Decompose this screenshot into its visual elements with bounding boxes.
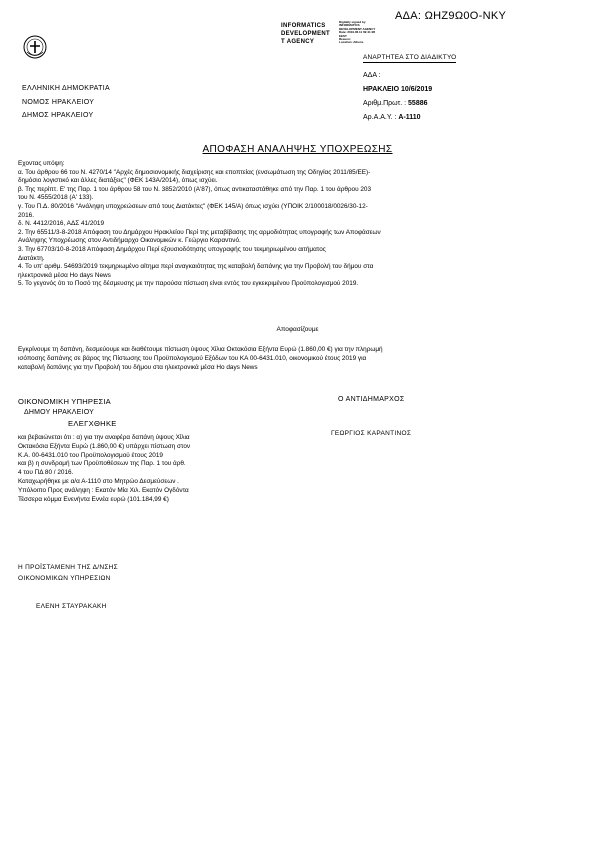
document-title-text: ΑΠΟΦΑΣΗ ΑΝΑΛΗΨΗΣ ΥΠΟΧΡΕΩΣΗΣ: [202, 144, 393, 155]
director-title-line: ΟΙΚΟΝΟΜΙΚΩΝ ΥΠΗΡΕΣΙΩΝ: [18, 575, 111, 582]
issuer-line: ΔΗΜΟΣ ΗΡΑΚΛΕΙΟΥ: [22, 112, 94, 119]
decision-line: καταβολή δαπάνης για την Προβολή του δήμου στα ηλεκτρονικά μέσα Ho days News: [18, 364, 258, 371]
certification-line: 4 του ΠΔ 80 / 2016.: [18, 469, 74, 477]
document-title: [0, 144, 595, 155]
signature-line: Date: 2019.06.11 09:41:28: [339, 30, 376, 35]
signature-logo: [281, 22, 330, 46]
aay-number: Α-1110: [398, 114, 421, 121]
economic-service-municipality: ΔΗΜΟΥ ΗΡΑΚΛΕΙΟΥ: [24, 409, 94, 416]
certification-line: και βεβαιώνεται ότι : α) για την αναφέρα δαπάνη ύψους Χίλια: [18, 434, 190, 441]
decision-line: Εγκρίνουμε τη δαπάνη, δεσμεύουμε και διαθέτουμε πίστωση ύψους Χίλια Οκτακόσια Εξήντα Ευρώ (1.860,00 €) για την πληρωμή: [18, 346, 383, 353]
issuer-line: ΝΟΜΟΣ ΗΡΑΚΛΕΙΟΥ: [22, 98, 95, 106]
body-line: δημόσιο λογιστικό και άλλες διατάξεις" (ΦΕΚ 143Α/2014), όπως ισχύει.: [18, 177, 218, 185]
signature-line: INFORMATICS: [339, 23, 360, 28]
posted-online-label: ΑΝΑΡΤΗΤΕΑ ΣΤΟ ΔΙΑΔΙΚΤΥΟ: [363, 54, 457, 61]
certification-line: Καταχωρήθηκε με α/α Α-1110 στο Μητρώο Δεσμεύσεων .: [18, 477, 179, 485]
economic-certification: [18, 434, 258, 504]
signature-line: EEST: [339, 33, 347, 38]
logo-line-1: INFORMATICS: [281, 23, 326, 29]
body-line: ηλεκτρονικά μέσα Ho days News: [18, 271, 111, 279]
director-title-line: Η ΠΡΟΪΣΤΑΜΕΝΗ ΤΗΣ Δ/ΝΣΗΣ: [18, 564, 118, 571]
certification-line: Υπόλοιπο Προς ανάληψη : Εκατόν Μία Χιλ. Εκατόν Ογδόντα: [18, 486, 189, 494]
issuer-header: [22, 82, 110, 123]
body-line: γ. Του Π.Δ. 80/2016 "Ανάληψη υποχρεώσεων από τους Διατάκτες" (ΦΕΚ 145/Α) όπως ισχύει (ΥΠΟΙΚ 2/100018/0026/30-12-: [18, 202, 368, 210]
ada-code: ΑΔΑ: ΩΗΖ9Ω0Ο-ΝΚΥ: [395, 10, 507, 22]
body-line: 5. Το γεγονός ότι το Ποσό της δέσμευσης με την παρούσα πίστωση είναι εντός του εγκεκριμένου Προϋπολογισμού 2019.: [18, 280, 359, 288]
protocol-number: 55886: [408, 100, 428, 107]
decision-block: [18, 345, 578, 372]
body-line: β. Της περίπτ. Ε' της Παρ. 1 του άρθρου 58 του Ν. 3852/2010 (Α'87), όπως αντικαταστάθηκε από την Παρ. 1 του άρθρου 203: [18, 185, 372, 193]
logo-line-3: T AGENCY: [281, 39, 315, 45]
body-line: 2. Την 65511/3-8-2018 Απόφαση του Δημάρχου Ηρακλείου Περί της μεταβίβασης της αρμοδιότητας υπογραφής των Αποφάσεων: [18, 228, 381, 236]
considerations-block: [18, 160, 558, 289]
ada-label: ΑΔΑ :: [363, 72, 381, 79]
deputy-mayor-title: Ο ΑΝΤΙΔΗΜΑΡΧΟΣ: [338, 396, 405, 403]
body-line: Διατάκτη.: [18, 254, 45, 262]
issuer-line: ΕΛΛΗΝΙΚΗ ΔΗΜΟΚΡΑΤΙΑ: [22, 85, 110, 92]
reference-header: [363, 69, 432, 125]
certification-line: και β) η συνδρομή των Προϋποθέσεων της Παρ. 1 του άρθ.: [18, 460, 186, 468]
body-line: 4. Το υπ' αριθμ. 54693/2019 τεκμηριωμένο αίτημα περί αναγκαιότητας της καταβολή δαπάνης για την Προβολή του δήμου στα: [18, 263, 374, 271]
deputy-mayor-name: ΓΕΩΡΓΙΟΣ ΚΑΡΑΝΤΙΝΟΣ: [331, 430, 412, 437]
aay-label: Αρ.Α.Α.Υ. :: [363, 114, 399, 121]
certification-line: Κ.Α. 00-6431.010 του Προϋπολογισμού έτους 2019: [18, 451, 163, 459]
place-date: ΗΡΑΚΛΕΙΟ 10/6/2019: [363, 86, 433, 93]
signature-line: DEVELOPMENT AGENCY: [339, 26, 376, 31]
body-line: 2016.: [18, 211, 34, 219]
body-line: δ. Ν. 4412/2016, ΑΔΣ 41/2019: [18, 220, 105, 228]
decides-label: Αποφασίζουμε: [276, 326, 319, 333]
protocol-label: Αριθμ.Πρωτ. :: [363, 100, 409, 107]
director-name: ΕΛΕΝΗ ΣΤΑΥΡΑΚΑΚΗ: [36, 603, 107, 610]
economic-service-title: ΟΙΚΟΝΟΜΙΚΗ ΥΠΗΡΕΣΙΑ: [18, 397, 111, 406]
signature-line: Reason:: [339, 37, 351, 42]
signature-line: Digitally signed by: [339, 21, 366, 24]
body-line: του Ν. 4555/2018 (Α' 133).: [18, 194, 94, 202]
body-line: α. Του άρθρου 66 του Ν. 4270/14 "Αρχές δημοσιονομικής διαχείρισης και εποπτείας (ενσωμάτωση της Οδηγίας 2011/85/ΕΕ)-: [18, 168, 371, 176]
digital-signature-details: [339, 21, 379, 45]
body-line: 3. Την 67703/10-8-2018 Απόφαση Δημάρχου Περί εξουσιοδότησης υπογραφής του τεκμηριωμένου αιτήματος: [18, 245, 326, 253]
director-title: [18, 562, 118, 584]
checked-label: ΕΛΕΓΧΘΗΚΕ: [68, 419, 117, 428]
signature-line: Location: Athens: [339, 40, 364, 45]
national-emblem-icon: [22, 34, 48, 60]
certification-line: Οκτακόσια Εξήντα Ευρώ (1.860,00 €) υπάρχει πίστωση στον: [18, 442, 191, 450]
body-line: Ανάληψης Υποχρέωσης στον Αντιδήμαρχο Οικονομικών κ. Γεώργιο Καραντινό.: [18, 237, 241, 245]
economic-service-header: [18, 396, 111, 418]
logo-line-2: DEVELOPMENT: [281, 31, 330, 37]
certification-line: Τέσσερα κόμμα Ενενήντα Εννέα ευρώ (101.184,99 €): [18, 495, 169, 503]
body-line: Εχοντας υπόψη:: [18, 160, 65, 167]
decision-line: ισόποσης δαπάνης σε βάρος της Πίστωσης του Προϋπολογισμού Εξόδων του ΚΑ 00-6431.010, οικονομικού έτους 2019 για: [18, 355, 367, 362]
